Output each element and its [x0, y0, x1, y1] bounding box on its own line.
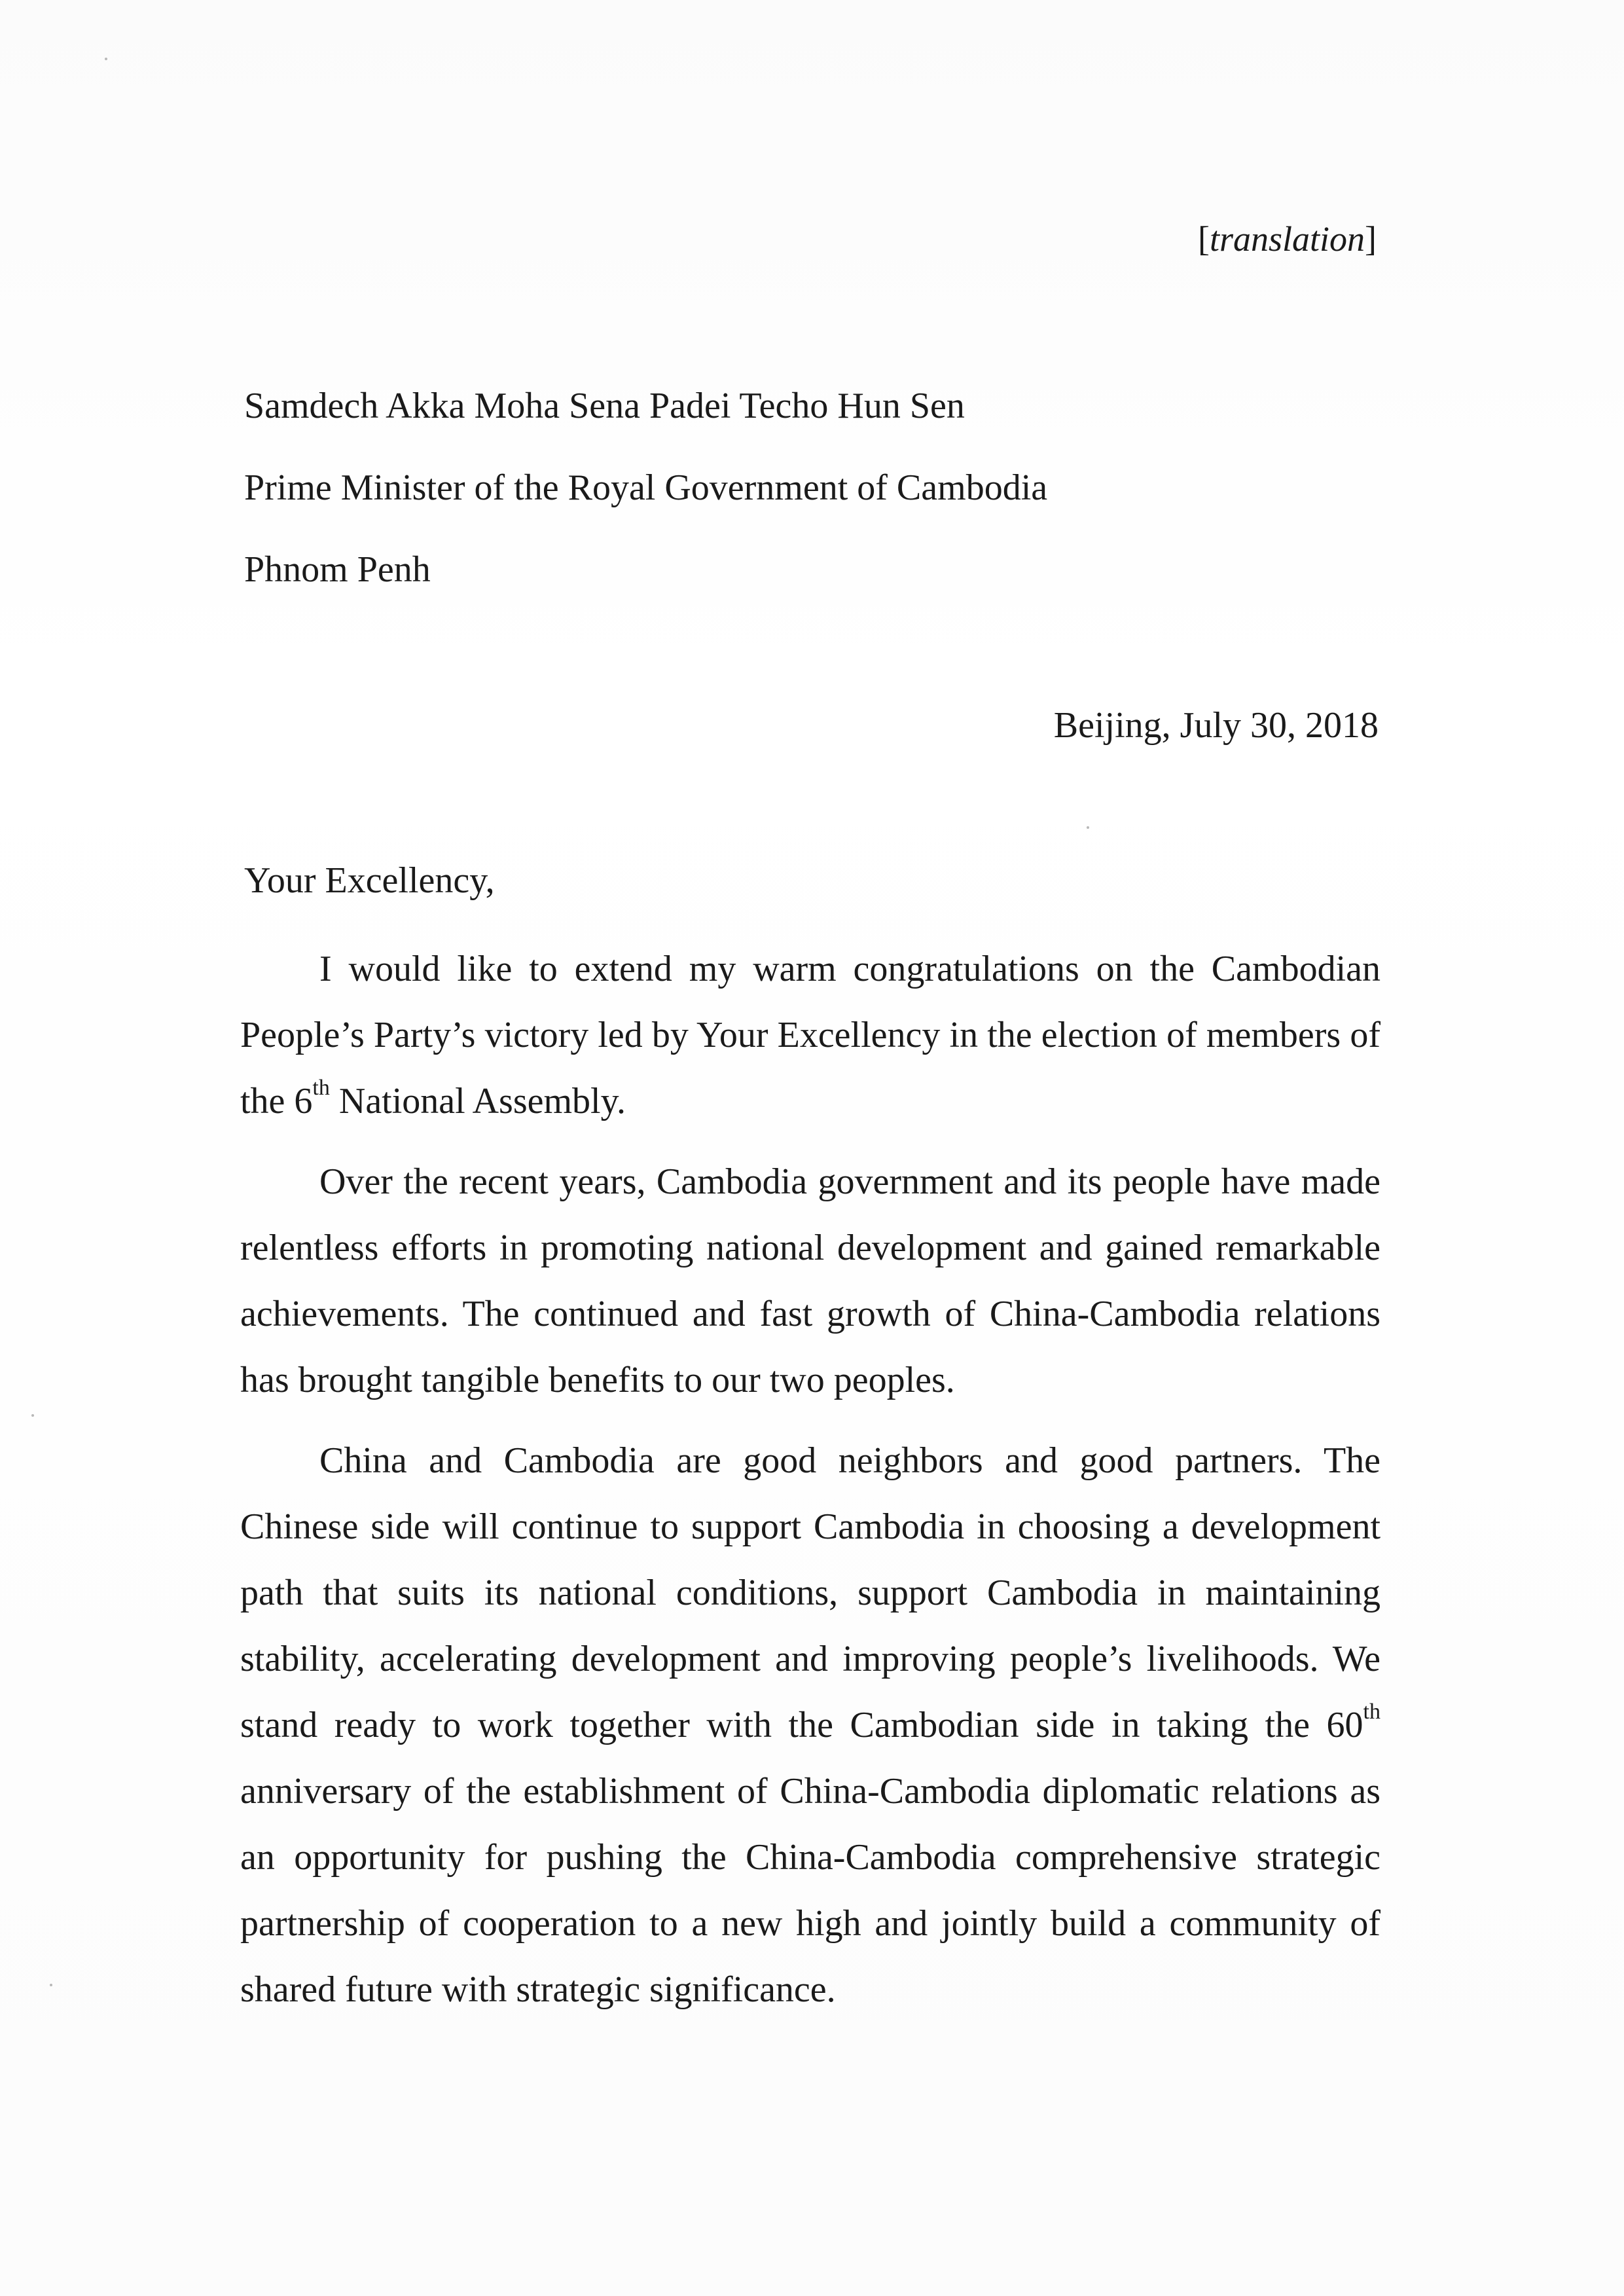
- date-line: Beijing, July 30, 2018: [1053, 705, 1379, 746]
- salutation: Your Excellency,: [244, 860, 495, 901]
- scan-speck: [50, 1984, 52, 1986]
- scan-speck: [31, 1414, 34, 1417]
- translation-label: [translation]: [1197, 219, 1377, 259]
- paragraph-congratulations: I would like to extend my warm congratulations on the Cambodian People’s Party’s victory led by Your Excellency in the election of members of the 6th National Assembly.: [240, 949, 1380, 1121]
- paragraph-partnership: China and Cambodia are good neighbors and good partners. The Chinese side will continue to support Cambodia in choosing a development path that suits its national conditions, support Cambodia in maintaining stability, accelerating development and improving people’s livelihoods. We stand ready to work together with the Cambodian side in taking the 60th anniversary of the establishment of China-Cambodia diplomatic relations as an opportunity for pushing the China-Cambodia comprehensive strategic partnership of cooperation to a new high and jointly build a community of shared future with strategic significance.: [240, 1440, 1380, 2010]
- addressee-city: Phnom Penh: [244, 549, 431, 590]
- letter-body: [240, 936, 1380, 2037]
- scan-speck: [105, 58, 107, 60]
- scan-speck: [1087, 826, 1089, 829]
- paragraph-achievements: Over the recent years, Cambodia government and its people have made relentless efforts in promoting national development and gained remarkable achievements. The continued and fast growth of China-Cambodia relations has brought tangible benefits to our two peoples.: [240, 1161, 1380, 1400]
- addressee-name: Samdech Akka Moha Sena Padei Techo Hun Sen: [244, 386, 965, 426]
- addressee-title: Prime Minister of the Royal Government of Cambodia: [244, 467, 1048, 508]
- addressee-block: [244, 383, 1422, 629]
